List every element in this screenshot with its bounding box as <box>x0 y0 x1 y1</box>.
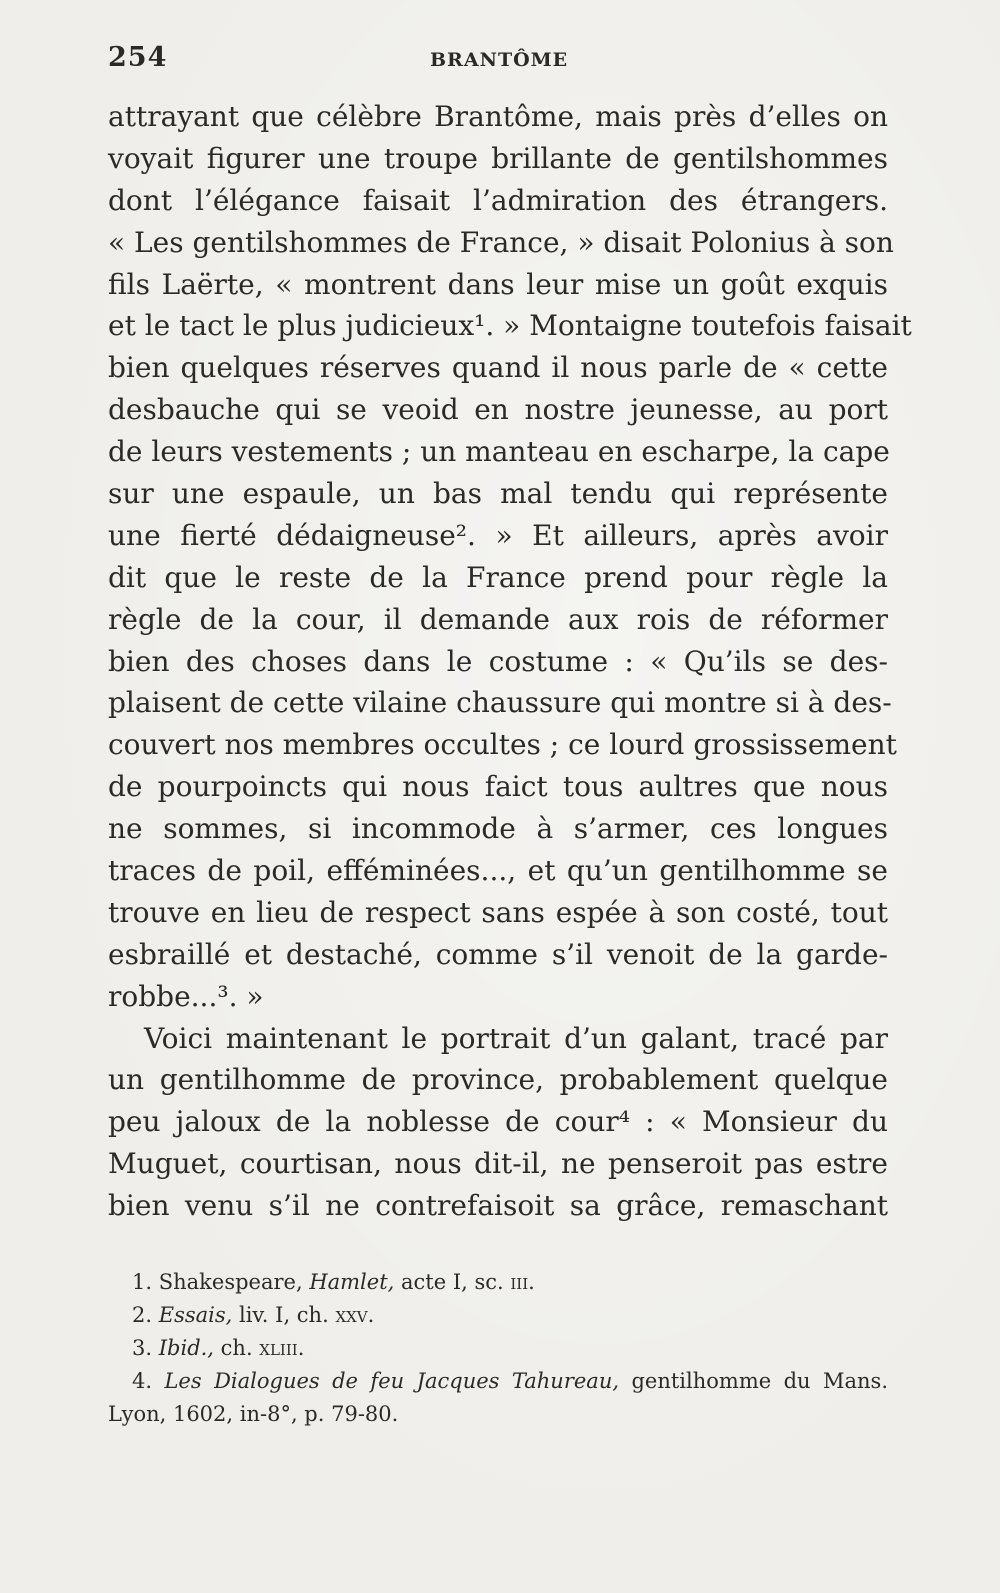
footnote-number: 4. <box>132 1369 153 1393</box>
footnote-text: . <box>528 1270 535 1294</box>
text-line: « Les gentilshommes de France, » disait Polonius à son <box>108 225 894 259</box>
text-line: desbauche qui se veoid en nostre jeunesse, au port <box>108 393 888 427</box>
text-line: peu jaloux de la noblesse de cour⁴ : « Monsieur du <box>108 1105 888 1139</box>
footnote-text: Shakespeare, <box>158 1270 310 1294</box>
footnote-2 <box>132 1299 888 1332</box>
text-line: de leurs vestements ; un manteau en escharpe, la cape <box>108 435 890 469</box>
text-line: règle de la cour, il demande aux rois de réformer <box>108 602 888 636</box>
footnote-number: 1. <box>132 1270 153 1294</box>
text-line: robbe...³. » <box>108 979 264 1013</box>
running-title: BRANTÔME <box>430 49 569 71</box>
text-line: de pourpoincts qui nous faict tous aultres que nous <box>108 770 888 804</box>
footnote-text: ch. <box>213 1336 260 1360</box>
text-line: esbraillé et destaché, comme s’il venoit de la garde- <box>108 937 888 971</box>
footnote-text: acte I, sc. <box>394 1270 511 1294</box>
text-line: couvert nos membres occultes ; ce lourd grossissement <box>108 728 897 762</box>
footnote-smallcaps: iii <box>510 1270 529 1294</box>
text-line: fils Laërte, « montrent dans leur mise un goût exquis <box>108 267 888 301</box>
footnote-number: 3. <box>132 1336 153 1360</box>
footnote-italic: Les Dialogues de feu Jacques Tahureau, <box>164 1369 620 1393</box>
footnote-italic: Hamlet, <box>309 1270 395 1294</box>
text-line: Voici maintenant le portrait d’un galant, tracé par <box>144 1021 888 1055</box>
text-line: voyait figurer une troupe brillante de gentilshommes <box>108 141 888 175</box>
footnote-3 <box>132 1332 888 1365</box>
text-line: ne sommes, si incommode à s’armer, ces longues <box>108 812 888 846</box>
footnote-text: . <box>297 1336 305 1360</box>
text-line: une fierté dédaigneuse². » Et ailleurs, après avoir <box>108 518 888 552</box>
text-line: et le tact le plus judicieux¹. » Montaigne toutefois faisait <box>108 309 912 343</box>
footnote-4-continued: Lyon, 1602, in-8°, p. 79-80. <box>108 1402 399 1426</box>
footnote-smallcaps: xxv <box>335 1303 368 1327</box>
text-line: plaisent de cette vilaine chaussure qui montre si à des- <box>108 686 892 720</box>
footnote-4 <box>132 1365 888 1398</box>
footnote-smallcaps: xliii <box>259 1336 298 1360</box>
footnote-text: gentilhomme du Mans. <box>619 1369 888 1393</box>
text-line: un gentilhomme de province, probablement quelque <box>108 1063 888 1097</box>
text-line: attrayant que célèbre Brantôme, mais près d’elles on <box>108 100 888 133</box>
text-line: dont l’élégance faisait l’admiration des étrangers. <box>108 183 888 217</box>
footnote-text: . <box>367 1303 375 1327</box>
text-line: bien quelques réserves quand il nous parle de « cette <box>108 351 888 385</box>
text-line: trouve en lieu de respect sans espée à son costé, tout <box>108 895 888 929</box>
running-head <box>108 42 888 78</box>
text-line: sur une espaule, un bas mal tendu qui représente <box>108 477 888 511</box>
text-line: traces de poil, efféminées..., et qu’un gentilhomme se <box>108 854 888 888</box>
footnote-text: liv. I, ch. <box>232 1303 336 1327</box>
text-line: dit que le reste de la France prend pour règle la <box>108 560 888 594</box>
footnote-1 <box>132 1266 888 1299</box>
footnote-italic: Essais, <box>158 1303 233 1327</box>
footnote-number: 2. <box>132 1303 153 1327</box>
text-line: bien venu s’il ne contrefaisoit sa grâce, remaschant <box>108 1189 888 1223</box>
text-line: bien des choses dans le costume : « Qu’ils se des- <box>108 644 888 678</box>
body-text <box>108 96 912 1227</box>
page-number: 254 <box>108 42 168 73</box>
footnote-italic: Ibid., <box>158 1336 214 1360</box>
footnotes <box>108 1266 888 1431</box>
text-line: Muguet, courtisan, nous dit-il, ne penseroit pas estre <box>108 1147 888 1181</box>
